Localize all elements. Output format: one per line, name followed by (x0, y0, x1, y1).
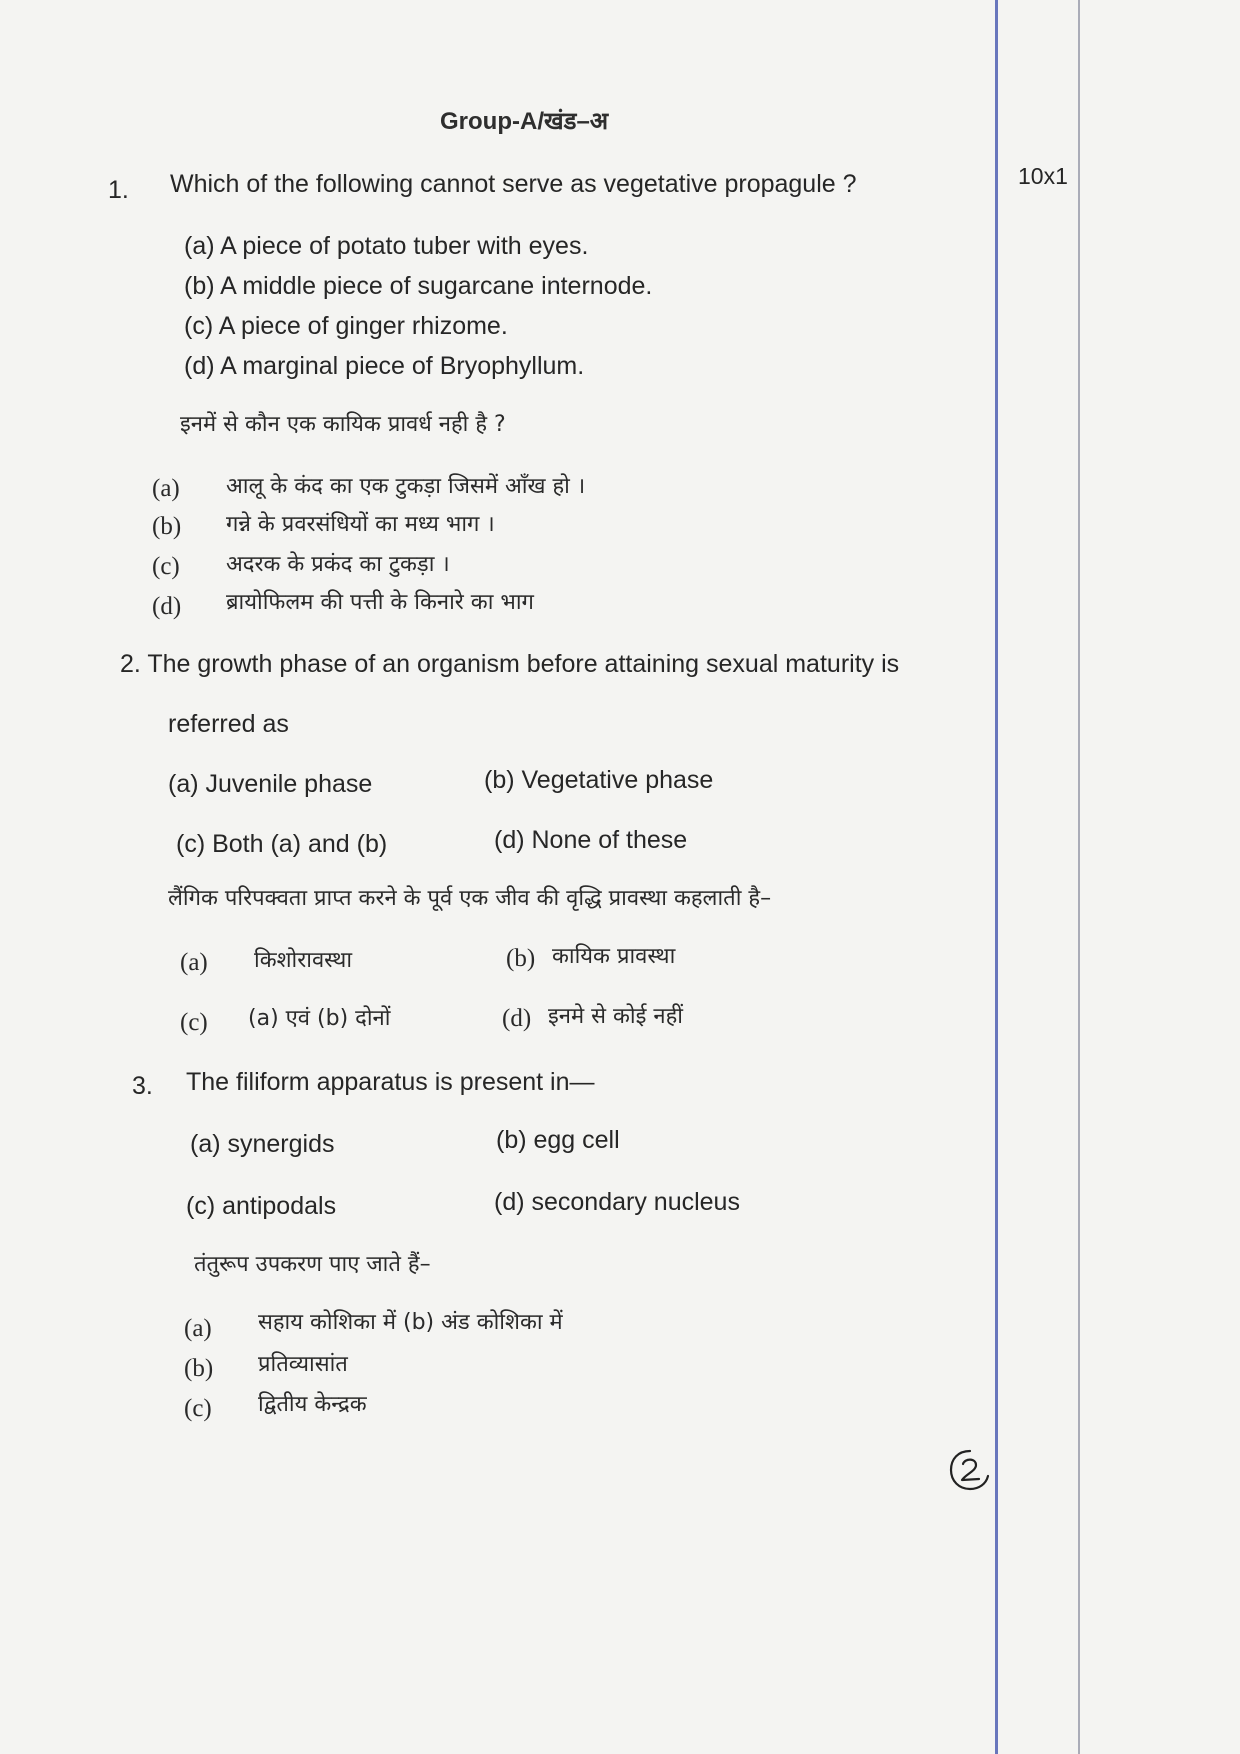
question-3-hindi-option-b: प्रतिव्यासांत (258, 1352, 348, 1377)
question-2-hindi-label-a: (a) (180, 949, 208, 976)
question-1-text: Which of the following cannot serve as vegetative propagule ? (170, 170, 857, 198)
question-3-option-a: (a) synergids (190, 1130, 335, 1158)
question-2-hindi-text: लैंगिक परिपक्वता प्राप्त करने के पूर्व एक जीव की वृद्धि प्रावस्था कहलाती है– (168, 886, 772, 911)
question-3-option-b: (b) egg cell (496, 1126, 620, 1154)
question-3-number: 3. (132, 1072, 153, 1100)
question-1-hindi-label-a: (a) (152, 475, 180, 502)
question-2-hindi-label-c: (c) (180, 1009, 208, 1036)
question-3-hindi-label-a: (a) (184, 1315, 212, 1342)
margin-rule-blue (995, 0, 998, 1754)
question-1-hindi-option-c: अदरक के प्रकंद का टुकड़ा । (226, 552, 450, 577)
question-1-hindi-label-c: (c) (152, 553, 180, 580)
question-1-option-d: (d) A marginal piece of Bryophyllum. (184, 352, 585, 380)
question-2-hindi-label-b: (b) (506, 945, 536, 972)
question-3-hindi-text: तंतुरूप उपकरण पाए जाते हैं– (194, 1252, 431, 1277)
question-2-text-line-2: referred as (168, 710, 289, 738)
question-1-option-a: (a) A piece of potato tuber with eyes. (184, 232, 589, 260)
question-1-hindi-option-b: गन्ने के प्रवरसंधियों का मध्य भाग । (226, 512, 495, 537)
margin-rule-gray (1078, 0, 1080, 1754)
question-2-option-b: (b) Vegetative phase (484, 766, 714, 794)
question-2-hindi-option-c: (a) एवं (b) दोनों (248, 1006, 391, 1031)
marks-label: 10x1 (1018, 163, 1068, 189)
question-1-number: 1. (108, 176, 129, 204)
question-3-option-c: (c) antipodals (186, 1192, 337, 1220)
handwritten-page-mark (948, 1448, 992, 1492)
group-title: Group-A/खंड–अ (440, 108, 609, 135)
question-2-option-a: (a) Juvenile phase (168, 770, 373, 798)
question-1-hindi-option-d: ब्रायोफिलम की पत्ती के किनारे का भाग (226, 590, 534, 615)
question-2-hindi-label-d: (d) (502, 1005, 532, 1032)
question-2-text-line-1: 2. The growth phase of an organism before attaining sexual maturity is (120, 650, 900, 678)
question-3-hindi-label-c: (c) (184, 1395, 212, 1422)
question-1-hindi-label-d: (d) (152, 593, 182, 620)
question-3-text: The filiform apparatus is present in— (186, 1068, 595, 1096)
question-1-hindi-label-b: (b) (152, 513, 182, 540)
question-3-option-d: (d) secondary nucleus (494, 1188, 740, 1216)
question-1-option-b: (b) A middle piece of sugarcane internode. (184, 272, 653, 300)
question-1-hindi-option-a: आलू के कंद का एक टुकड़ा जिसमें आँख हो । (226, 474, 586, 499)
question-2-hindi-option-a: किशोरावस्था (254, 948, 353, 973)
question-2-hindi-option-d: इनमे से कोई नहीं (548, 1004, 684, 1029)
question-2-hindi-option-b: कायिक प्रावस्था (552, 944, 676, 969)
question-2-option-c: (c) Both (a) and (b) (176, 830, 388, 858)
question-1-option-c: (c) A piece of ginger rhizome. (184, 312, 508, 340)
question-3-hindi-label-b: (b) (184, 1355, 214, 1382)
question-3-hindi-option-a: सहाय कोशिका में (b) अंड कोशिका में (258, 1310, 563, 1335)
question-1-hindi-text: इनमें से कौन एक कायिक प्रावर्ध नही है ? (180, 412, 506, 437)
question-3-hindi-option-c: द्वितीय केन्द्रक (258, 1392, 367, 1417)
question-2-option-d: (d) None of these (494, 826, 688, 854)
